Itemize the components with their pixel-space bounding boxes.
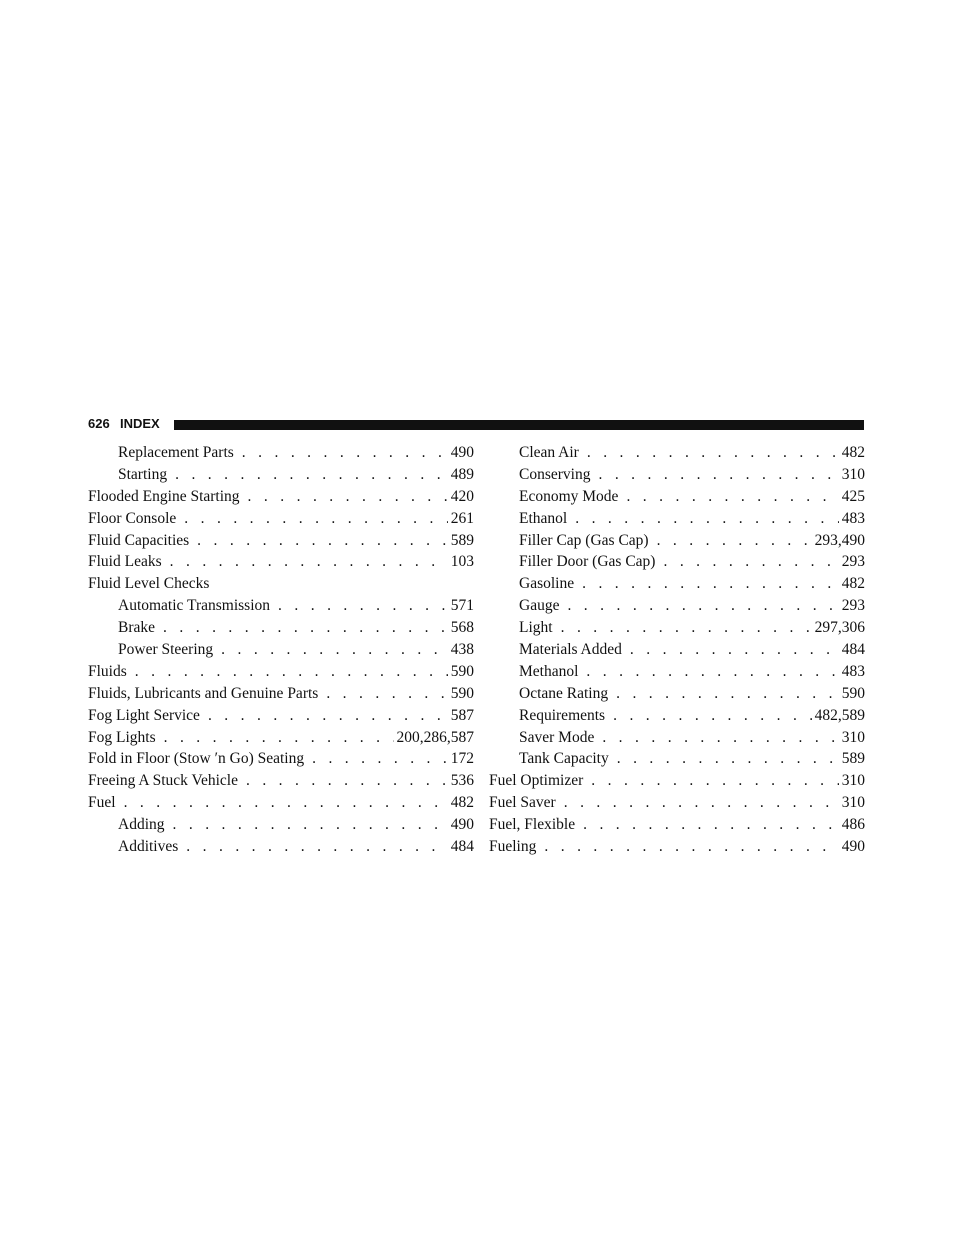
index-page-ref: 310 xyxy=(841,728,865,746)
index-page-ref: 489 xyxy=(450,465,474,483)
dot-leader xyxy=(221,639,448,661)
index-term: Fuel xyxy=(88,794,116,812)
dot-leader xyxy=(583,814,839,836)
index-page-ref: 484 xyxy=(450,838,474,856)
dot-leader xyxy=(598,464,838,486)
dot-leader xyxy=(326,683,447,705)
index-term: Automatic Transmission xyxy=(118,597,271,615)
index-page-ref: 103 xyxy=(450,553,474,571)
index-entry xyxy=(88,792,474,814)
dot-leader xyxy=(242,442,448,464)
index-term: Fog Lights xyxy=(88,728,156,746)
index-term: Fluids, Lubricants and Genuine Parts xyxy=(88,684,319,702)
index-entry xyxy=(88,551,474,573)
index-entry xyxy=(88,464,474,486)
index-term: Filler Cap (Gas Cap) xyxy=(519,531,649,549)
index-term: Gauge xyxy=(519,597,560,615)
index-page-ref: 425 xyxy=(841,487,865,505)
index-page-ref: 589 xyxy=(450,531,474,549)
index-term: Saver Mode xyxy=(519,728,595,746)
index-entry xyxy=(88,617,474,639)
index-page-ref: 568 xyxy=(450,619,474,637)
index-page-ref: 482,589 xyxy=(814,706,865,724)
index-page-ref: 310 xyxy=(841,465,865,483)
index-page-ref: 482 xyxy=(450,794,474,812)
dot-leader xyxy=(617,748,839,770)
index-page-ref: 484 xyxy=(841,641,865,659)
index-entry xyxy=(489,814,865,836)
index-entry xyxy=(88,508,474,530)
index-page-ref: 590 xyxy=(841,684,865,702)
dot-leader xyxy=(564,792,839,814)
dot-leader xyxy=(616,683,839,705)
index-entry xyxy=(489,595,865,617)
dot-leader xyxy=(602,727,838,749)
index-term: Starting xyxy=(118,465,168,483)
index-term: Clean Air xyxy=(519,444,579,461)
index-entry xyxy=(489,442,865,464)
index-term: Fluids xyxy=(88,662,127,680)
dot-leader xyxy=(575,508,839,530)
dot-leader xyxy=(312,748,448,770)
dot-leader xyxy=(587,442,839,464)
index-page-ref: 310 xyxy=(841,772,865,790)
index-term: Gasoline xyxy=(519,575,575,593)
index-entry xyxy=(88,661,474,683)
index-entry xyxy=(88,486,474,508)
index-page-ref: 438 xyxy=(450,641,474,659)
index-page-ref: 571 xyxy=(450,597,474,615)
index-entry xyxy=(88,770,474,792)
section-title: INDEX xyxy=(120,416,160,431)
index-page-ref: 261 xyxy=(450,509,474,527)
dot-leader xyxy=(586,661,838,683)
index-term: Freeing A Stuck Vehicle xyxy=(88,772,238,790)
index-page-ref: 297,306 xyxy=(814,619,865,637)
index-entry xyxy=(88,727,474,749)
index-entry xyxy=(88,595,474,617)
dot-leader xyxy=(246,770,448,792)
dot-leader xyxy=(278,595,448,617)
index-page-ref: 293 xyxy=(841,553,865,571)
index-page-ref: 490 xyxy=(841,838,865,856)
index-page-ref: 536 xyxy=(450,772,474,790)
index-term: Fluid Leaks xyxy=(88,553,162,571)
page-header xyxy=(88,414,864,434)
dot-leader xyxy=(591,770,838,792)
index-page-ref: 482 xyxy=(841,444,865,461)
index-term: Fluid Level Checks xyxy=(88,575,210,593)
index-term: Light xyxy=(519,619,553,637)
index-page-ref: 483 xyxy=(841,662,865,680)
index-entry xyxy=(489,573,865,595)
index-page-ref: 310 xyxy=(841,794,865,812)
index-page-ref: 482 xyxy=(841,575,865,593)
index-entry xyxy=(88,683,474,705)
index-page-ref: 420 xyxy=(450,487,474,505)
dot-leader xyxy=(184,508,447,530)
index-page-ref: 293,490 xyxy=(814,531,865,549)
index-term: Fog Light Service xyxy=(88,706,200,724)
index-page-ref: 587 xyxy=(450,706,474,724)
index-column-left xyxy=(88,442,474,858)
index-column-right xyxy=(489,442,865,858)
dot-leader xyxy=(630,639,839,661)
index-entry xyxy=(88,639,474,661)
index-page-ref: 483 xyxy=(841,509,865,527)
dot-leader xyxy=(208,705,448,727)
dot-leader xyxy=(657,530,812,552)
dot-leader xyxy=(544,836,838,858)
index-entry xyxy=(489,770,865,792)
index-term: Methanol xyxy=(519,662,579,680)
dot-leader xyxy=(124,792,448,814)
index-term: Fuel Optimizer xyxy=(489,772,584,790)
index-entry xyxy=(489,617,865,639)
index-term: Tank Capacity xyxy=(519,750,609,768)
index-entry xyxy=(489,661,865,683)
index-term: Fuel, Flexible xyxy=(489,816,576,834)
index-entry xyxy=(489,748,865,770)
index-term: Fuel Saver xyxy=(489,794,556,812)
dot-leader xyxy=(626,486,838,508)
index-entry xyxy=(88,748,474,770)
index-term: Conserving xyxy=(519,465,591,483)
index-entry xyxy=(489,464,865,486)
dot-leader xyxy=(163,617,448,639)
dot-leader xyxy=(170,551,448,573)
index-page-ref: 590 xyxy=(450,684,474,702)
dot-leader xyxy=(561,617,812,639)
index-page-ref: 590 xyxy=(450,662,474,680)
index-entry xyxy=(489,836,865,858)
index-term: Additives xyxy=(118,838,179,856)
index-term: Fueling xyxy=(489,838,537,856)
index-entry xyxy=(489,508,865,530)
index-term: Fold in Floor (Stow ′n Go) Seating xyxy=(88,750,305,768)
index-page-ref: 589 xyxy=(841,750,865,768)
index-entry xyxy=(88,442,474,464)
dot-leader xyxy=(613,705,812,727)
index-term: Replacement Parts xyxy=(118,444,234,461)
index-term: Octane Rating xyxy=(519,684,609,702)
index-entry xyxy=(489,705,865,727)
dot-leader xyxy=(567,595,838,617)
page-number: 626 xyxy=(88,416,110,431)
index-entry xyxy=(489,639,865,661)
index-entry xyxy=(489,727,865,749)
index-entry xyxy=(88,836,474,858)
dot-leader xyxy=(248,486,448,508)
dot-leader xyxy=(164,727,394,749)
index-term: Brake xyxy=(118,619,156,637)
index-term: Flooded Engine Starting xyxy=(88,487,240,505)
dot-leader xyxy=(582,573,839,595)
index-term: Requirements xyxy=(519,706,606,724)
index-entry xyxy=(489,551,865,573)
index-entry xyxy=(489,530,865,552)
dot-leader xyxy=(175,464,448,486)
index-page-ref: 293 xyxy=(841,597,865,615)
index-entry xyxy=(489,486,865,508)
index-term: Materials Added xyxy=(519,641,622,659)
index-term: Floor Console xyxy=(88,509,177,527)
index-page-ref: 486 xyxy=(841,816,865,834)
index-entry xyxy=(88,705,474,727)
index-page-ref: 490 xyxy=(450,444,474,461)
index-page-ref: 172 xyxy=(450,750,474,768)
index-term: Filler Door (Gas Cap) xyxy=(519,553,656,571)
index-entry xyxy=(88,530,474,552)
index-entry xyxy=(88,814,474,836)
dot-leader xyxy=(197,530,448,552)
index-page-ref: 200,286,587 xyxy=(396,728,474,746)
index-term: Ethanol xyxy=(519,509,568,527)
index-term: Fluid Capacities xyxy=(88,531,190,549)
dot-leader xyxy=(135,661,448,683)
dot-leader xyxy=(173,814,448,836)
dot-leader xyxy=(663,551,838,573)
index-entry xyxy=(489,792,865,814)
index-page-ref: 490 xyxy=(450,816,474,834)
index-entry xyxy=(88,573,474,595)
header-rule xyxy=(174,420,864,430)
index-entry xyxy=(489,683,865,705)
index-term: Economy Mode xyxy=(519,487,619,505)
index-term: Adding xyxy=(118,816,165,834)
dot-leader xyxy=(186,836,447,858)
index-term: Power Steering xyxy=(118,641,214,659)
